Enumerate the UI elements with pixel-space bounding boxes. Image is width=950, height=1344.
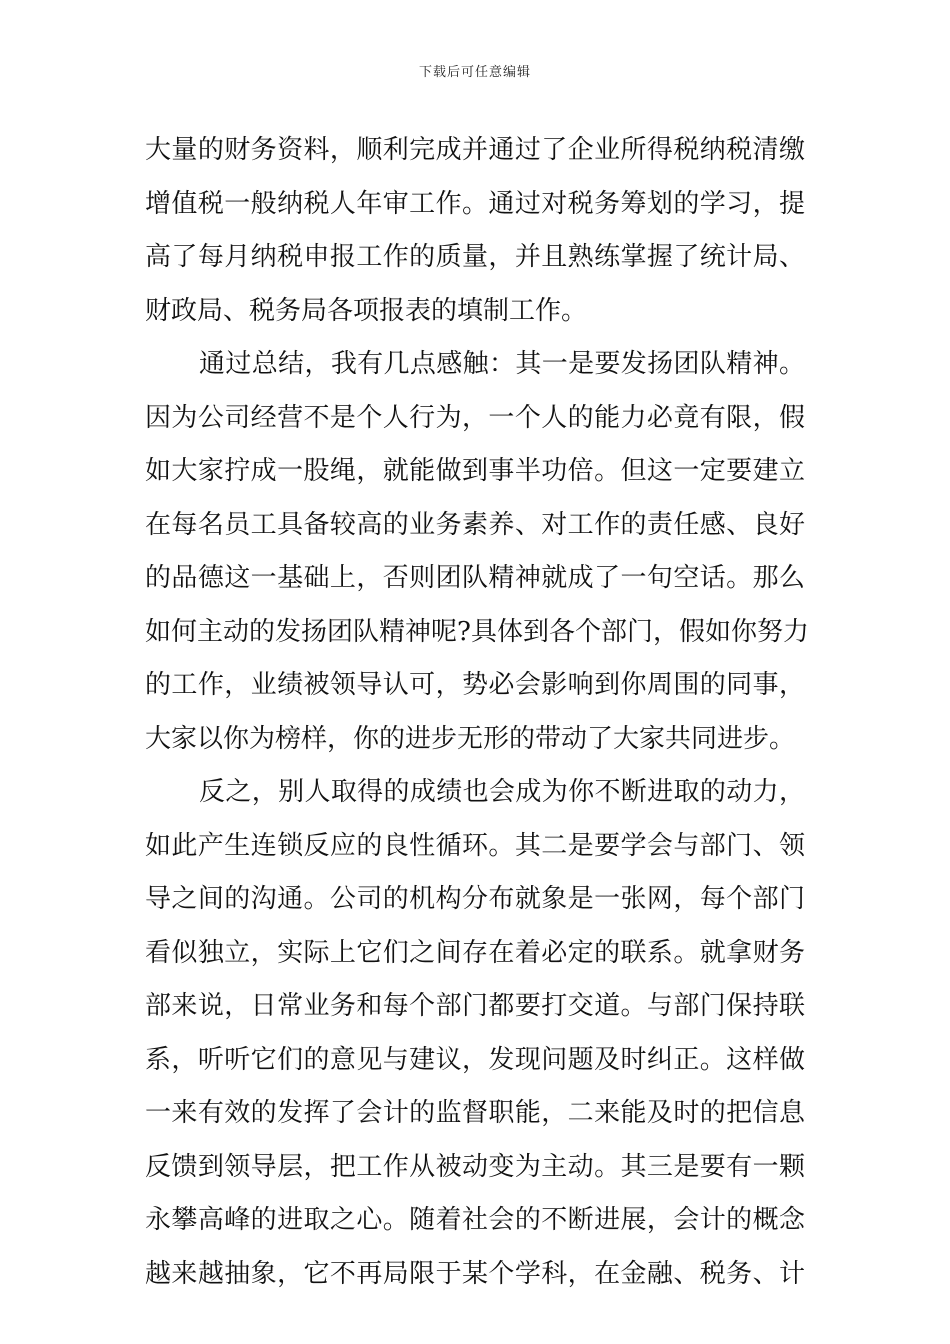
paragraph-1: [145, 124, 805, 338]
text-line: 越来越抽象，它不再局限于某个学科，在金融、税务、计: [145, 1258, 805, 1289]
paragraph-2: [145, 338, 809, 766]
text-line: 看似独立，实际上它们之间存在着必定的联系。就拿财务: [145, 937, 805, 968]
document-body: [145, 124, 809, 1301]
text-line: 如大家拧成一股绳，就能做到事半功倍。但这一定要建立: [145, 456, 805, 486]
text-line: 的品德这一基础上，否则团队精神就成了一句空话。那么: [145, 563, 805, 593]
page-header: 下载后可任意编辑: [418, 65, 531, 80]
text-line: 如何主动的发扬团队精神呢?具体到各个部门，假如你努力: [145, 616, 809, 647]
text-line: 增值税一般纳税人年审工作。通过对税务筹划的学习，提: [145, 188, 805, 219]
text-line: 系，听听它们的意见与建议，发现问题及时纠正。这样做: [145, 1044, 805, 1075]
text-line: 大家以你为榜样，你的进步无形的带动了大家共同进步。: [145, 723, 796, 754]
text-line: 财政局、税务局各项报表的填制工作。: [145, 295, 588, 326]
text-line: 大量的财务资料，顺利完成并通过了企业所得税纳税清缴: [145, 135, 805, 165]
text-line: 高了每月纳税申报工作的质量，并且熟练掌握了统计局、: [145, 242, 805, 272]
text-line: 反之，别人取得的成绩也会成为你不断进取的动力，: [199, 777, 805, 807]
text-line: 的工作，业绩被领导认可，势必会影响到你周围的同事，: [145, 670, 805, 700]
text-line: 永攀高峰的进取之心。随着社会的不断进展，会计的概念: [145, 1205, 805, 1235]
text-line: 导之间的沟通。公司的机构分布就象是一张网，每个部门: [145, 884, 805, 914]
text-line: 如此产生连锁反应的良性循环。其二是要学会与部门、领: [145, 830, 805, 861]
paragraph-3: [145, 766, 805, 1301]
text-line: 反馈到领导层，把工作从被动变为主动。其三是要有一颗: [145, 1151, 805, 1182]
text-line: 部来说，日常业务和每个部门都要打交道。与部门保持联: [145, 991, 805, 1021]
text-line: 在每名员工具备较高的业务素养、对工作的责任感、良好: [145, 509, 805, 540]
text-line: 一来有效的发挥了会计的监督职能，二来能及时的把信息: [145, 1098, 805, 1128]
text-line: 通过总结，我有几点感触：其一是要发扬团队精神。: [199, 349, 805, 379]
text-line: 因为公司经营不是个人行为，一个人的能力必竟有限，假: [145, 402, 805, 433]
